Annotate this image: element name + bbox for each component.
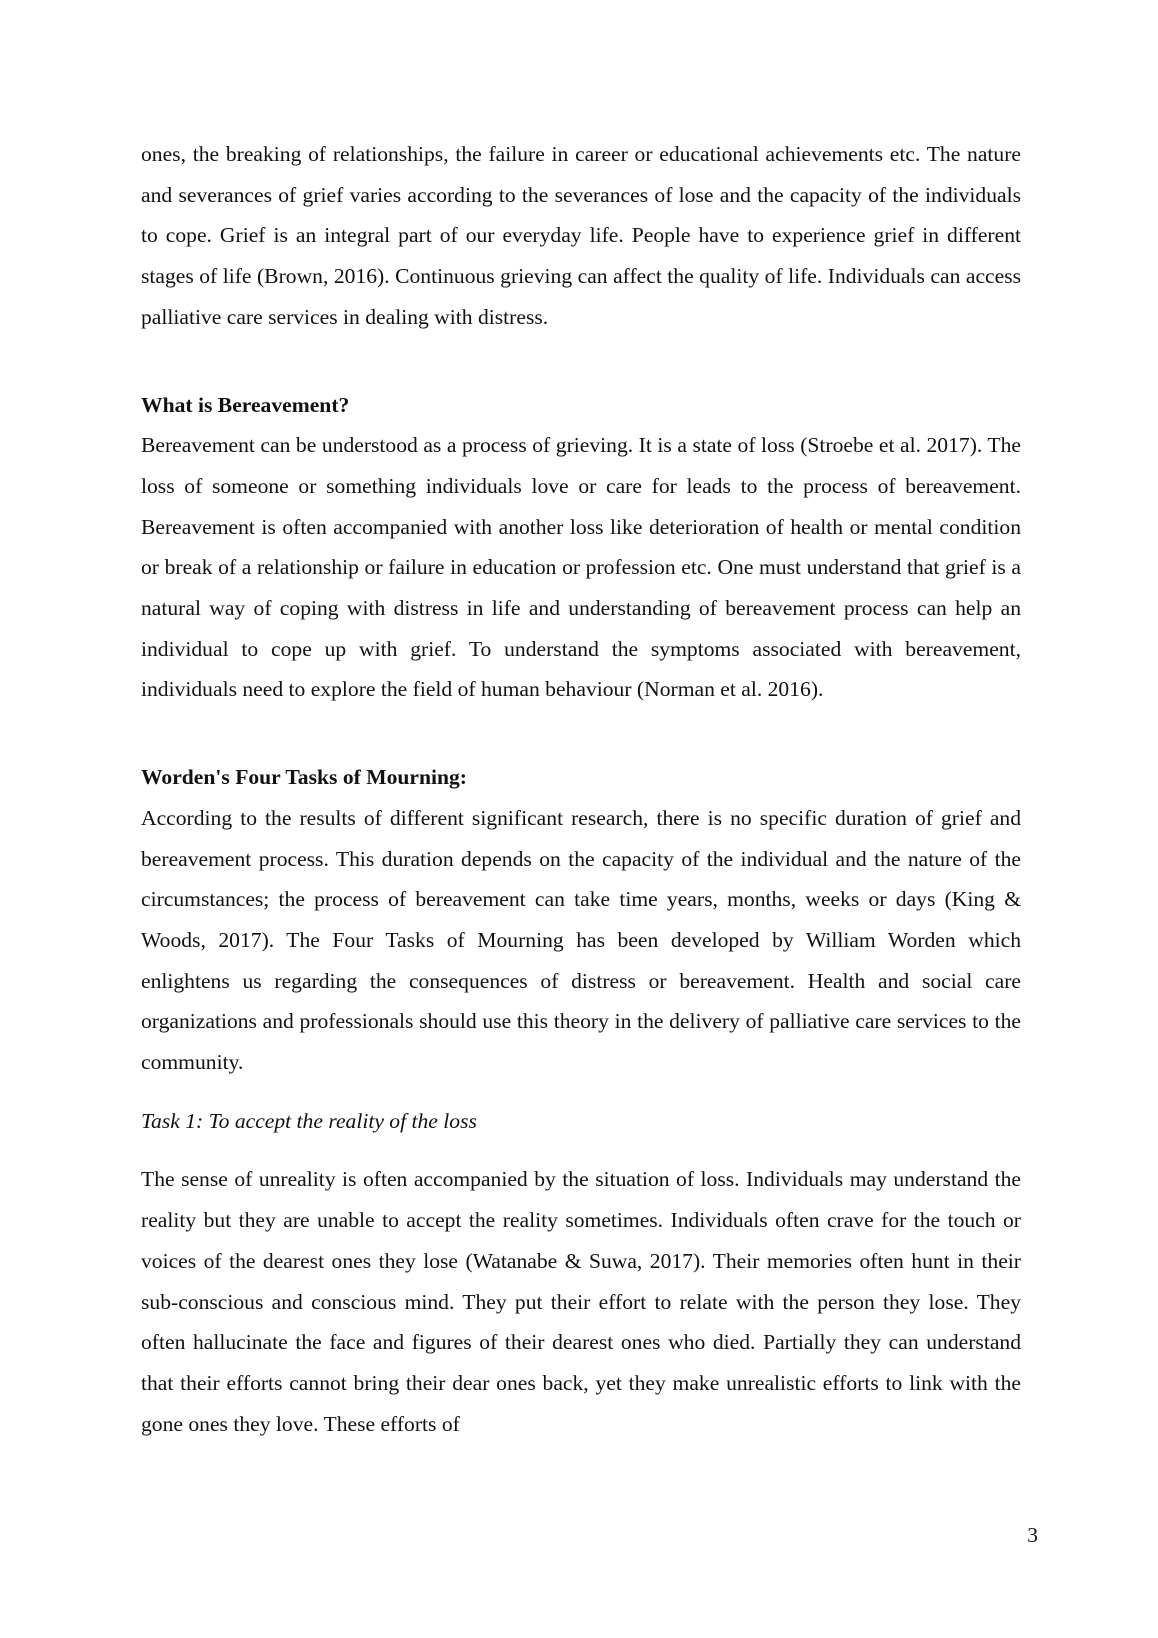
page-number: 3 [1027,1523,1038,1547]
section-spacer [141,1083,1021,1101]
page-body [141,134,1021,1444]
section-spacer [141,338,1021,385]
intro-paragraph: ones, the breaking of relationships, the failure in career or educational achievements etc. The nature and severances of grief varies according to the severances of lose and the capacity of the individuals to cope. Grief is an integral part of our everyday life. People have to experience grief in different stages of life (Brown, 2016). Continuous grieving can affect the quality of life. Individuals can access palliative care services in dealing with distress. [141,142,1021,329]
worden-heading: Worden's Four Tasks of Mourning: [141,765,467,790]
task1-paragraph: The sense of unreality is often accompanied by the situation of loss. Individuals may understand the reality but they are unable to accept the reality sometimes. Individuals often crave for the touch or voices of the dearest ones they lose (Watanabe & Suwa, 2017). Their memories often hunt in their sub-conscious and conscious mind. They put their effort to relate with the person they lose. They often hallucinate the face and figures of their dearest ones who died. Partially they can understand that their efforts cannot bring their dear ones back, yet they make unrealistic efforts to link with the gone ones they love. These efforts of [141,1167,1021,1436]
worden-paragraph: According to the results of different significant research, there is no specific duration of grief and bereavement process. This duration depends on the capacity of the individual and the nature of the circumstances; the process of bereavement can take time years, months, weeks or days (King & Woods, 2017). The Four Tasks of Mourning has been developed by William Worden which enlightens us regarding the consequences of distress or bereavement. Health and social care organizations and professionals should use this theory in the delivery of palliative care services to the community. [141,805,1021,1075]
task1-heading: Task 1: To accept the reality of the loss [141,1108,477,1133]
section-spacer [141,1141,1021,1159]
bereavement-heading: What is Bereavement? [141,392,350,417]
bereavement-paragraph: Bereavement can be understood as a process of grieving. It is a state of loss (Stroebe et al. 2017). The loss of someone or something individuals love or care for leads to the process of bereavement. Bereavement is often accompanied with another loss like deterioration of health or mental condition or break of a relationship or failure in education or profession etc. One must understand that grief is a natural way of coping with distress in life and understanding of bereavement process can help an individual to cope up with grief. To understand the symptoms associated with bereavement, individuals need to explore the field of human behaviour (Norman et al. 2016). [141,433,1021,702]
section-spacer [141,710,1021,757]
